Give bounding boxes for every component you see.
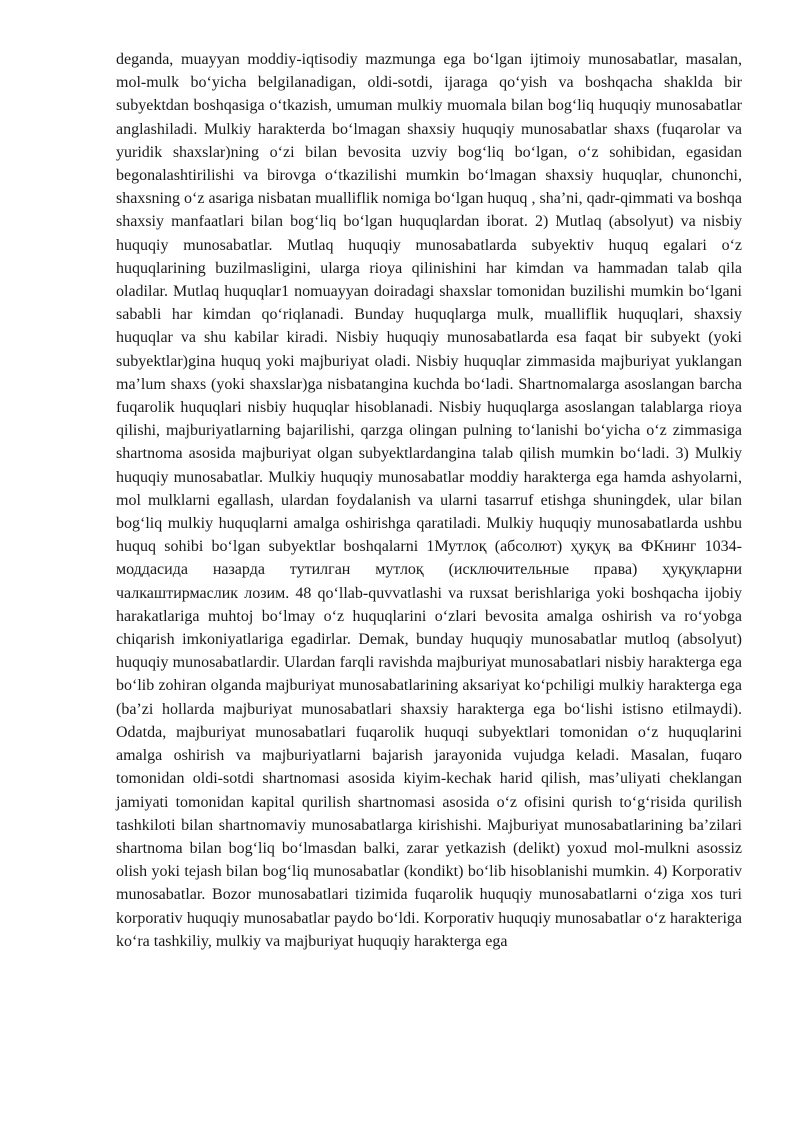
body-paragraph: deganda, muayyan moddiy-iqtisodiy mazmunga ega bo‘lgan ijtimoiy munosabatlar, masalan, mol-mulk bo‘yicha belgilanadigan, oldi-sotdi, ijaraga qo‘yish va boshqacha shaklda bir subyektdan boshqasiga o‘tkazish, umuman mulkiy muomala bilan bog‘liq huquqiy munosabatlar anglashiladi. Mulkiy harakterda bo‘lmagan shaxsiy huquqiy munosabatlar shaxs (fuqarolar va yuridik shaxslar)ning o‘zi bilan bevosita uzviy bog‘liq bo‘lgan, o‘z sohibidan, egasidan begonalashtirilishi va birovga o‘tkazilishi mumkin bo‘lmagan shaxsiy huquqlar, chunonchi, shaxsning o‘z asariga nisbatan mualliflik nomiga bo‘lgan huquq , sha’ni, qadr-qimmati va boshqa shaxsiy manfaatlari bilan bog‘liq bo‘lgan huquqlardan iborat. 2) Mutlaq (absolyut) va nisbiy huquqiy munosabatlar. Mutlaq huquqiy munosabatlarda subyektiv huquq egalari o‘z huquqlarining buzilmasligini, ularga rioya qilinishini har kimdan va hammadan talab qila oladilar. Mutlaq huquqlar1 nomuayyan doiradagi shaxslar tomonidan buzilishi mumkin bo‘lgani sababli har kimdan qo‘riqlanadi. Bunday huquqlarga mulk, mualliflik huquqlari, shaxsiy huquqlar va shu kabilar kiradi. Nisbiy huquqiy munosabatlarda esa faqat bir subyekt (yoki subyektlar)gina huquq yoki majburiyat oladi. Nisbiy huquqlar zimmasida majburiyat yuklangan ma’lum shaxs (yoki shaxslar)ga nisbatangina kuchda bo‘ladi. Shartnomalarga asoslangan barcha fuqarolik huquqlari nisbiy huquqlar hisoblanadi. Nisbiy huquqlarga asoslangan talablarga rioya qilishi, majburiyatlarning bajarilishi, qarzga olingan pulning to‘lanishi bo‘yicha o‘z zimmasiga shartnoma asosida majburiyat olgan subyektlardangina talab qilish mumkin bo‘ladi. 3) Mulkiy huquqiy munosabatlar. Mulkiy huquqiy munosabatlar moddiy harakterga ega hamda ashyolarni, mol mulklarni egallash, ulardan foydalanish va ularni tasarruf etishga shuningdek, ular bilan bog‘liq mulkiy huquqlarni amalga oshirishga qaratiladi. Mulkiy huquqiy munosabatlarda ushbu huquq sohibi bo‘lgan subyektlar boshqalarni 1Мутлоқ (абсолют) ҳуқуқ ва ФКнинг 1034-моддасида назарда тутилган мутлоқ (исключительные права) ҳуқуқларни чалкаштирмаслик лозим. 48 qo‘llab-quvvatlashi va ruxsat berishlariga yoki boshqacha ijobiy harakatlariga muhtoj bo‘lmay o‘z huquqlarini o‘zlari bevosita amalga oshirish va ro‘yobga chiqarish imkoniyatlariga egadirlar. Demak, bunday huquqiy munosabatlar mutloq (absolyut) huquqiy munosabatlardir. Ulardan farqli ravishda majburiyat munosabatlari nisbiy harakterga ega bo‘lib zohiran olganda majburiyat munosabatlarining aksariyat ko‘pchiligi mulkiy harakterga ega (ba’zi hollarda majburiyat munosabatlari shaxsiy harakterga ega bo‘lishi istisno etilmaydi). Odatda, majburiyat munosabatlari fuqarolik huquqi subyektlari tomonidan o‘z huquqlarini amalga oshirish va majburiyatlarni bajarish jarayonida vujudga keladi. Masalan, fuqaro tomonidan oldi-sotdi shartnomasi asosida kiyim-kechak harid qilish, mas’uliyati cheklangan jamiyati tomonidan kapital qurilish shartnomasi asosida o‘z ofisini qurish to‘g‘risida qurilish tashkiloti bilan shartnomaviy munosabatlarga kirishishi. Majburiyat munosabatlarining ba’zilari shartnoma bilan bog‘liq bo‘lmasdan balki, zarar yetkazish (delikt) yoxud mol-mulkni asossiz olish yoki tejash bilan bog‘liq munosabatlar (kondikt) bo‘lib hisoblanishi mumkin. 4) Korporativ munosabatlar. Bozor munosabatlari tizimida fuqarolik huquqiy munosabatlarni o‘ziga xos turi korporativ huquqiy munosabatlar paydo bo‘ldi. Korporativ huquqiy munosabatlar o‘z harakteriga ko‘ra tashkiliy, mulkiy va majburiyat huquqiy harakterga ega [116, 51, 742, 950]
document-page [116, 48, 742, 953]
